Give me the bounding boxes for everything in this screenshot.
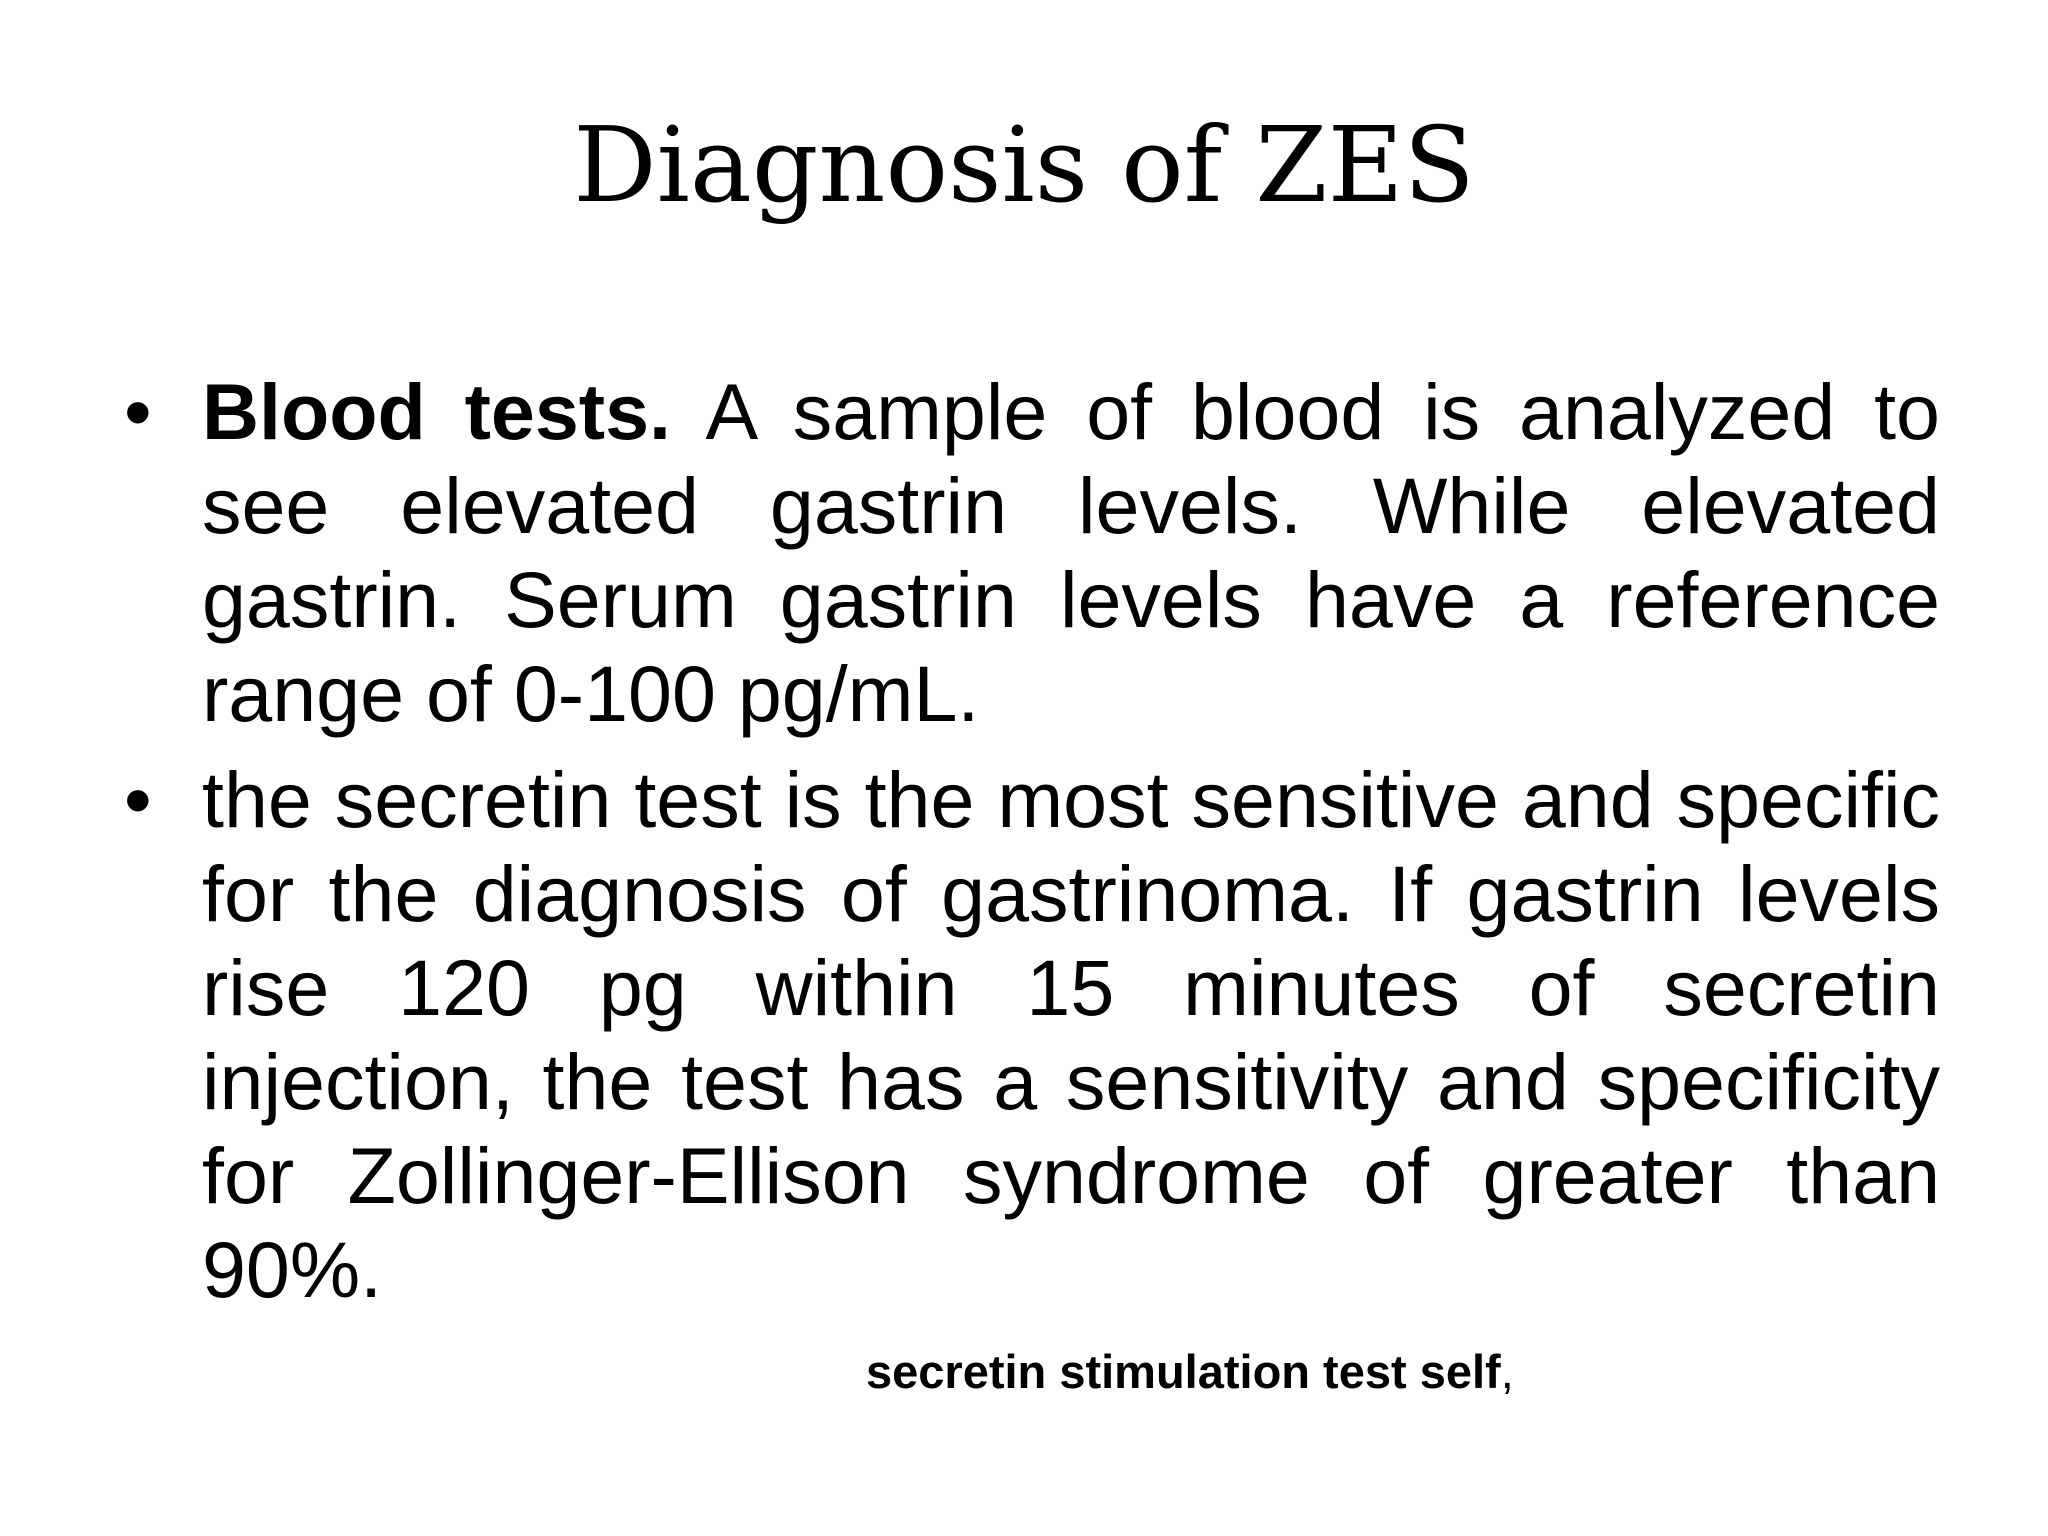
- slide-title: Diagnosis of ZES: [573, 104, 1475, 226]
- bullet-dot-icon: •: [124, 367, 152, 456]
- bullet-item-secretin-test: [118, 753, 1940, 1317]
- bullet-body-text: the secretin test is the most sensitive and specific for the diagnosis of gastrinoma. If gastrin levels rise 120 pg within 15 minutes of secretin injection, the test has a sensitivity and specificity for Zollinger-Ellison syndrome of greater than 90%.: [202, 755, 1940, 1314]
- bullet-item-blood-tests: [118, 365, 1940, 741]
- bullet-lead-text: Blood tests.: [202, 367, 671, 456]
- bullet-body-text: A sample of blood is analyzed to see elevated gastrin levels. While elevated gastrin. Serum gastrin levels have a reference range of 0-100 pg/mL.: [202, 367, 1940, 738]
- source-footnote: [866, 1344, 1514, 1400]
- footnote-suffix: ,: [1500, 1345, 1514, 1398]
- footnote-source-text: secretin stimulation test self: [866, 1345, 1501, 1398]
- bullet-list: [118, 365, 1940, 1329]
- bullet-dot-icon: •: [124, 755, 152, 844]
